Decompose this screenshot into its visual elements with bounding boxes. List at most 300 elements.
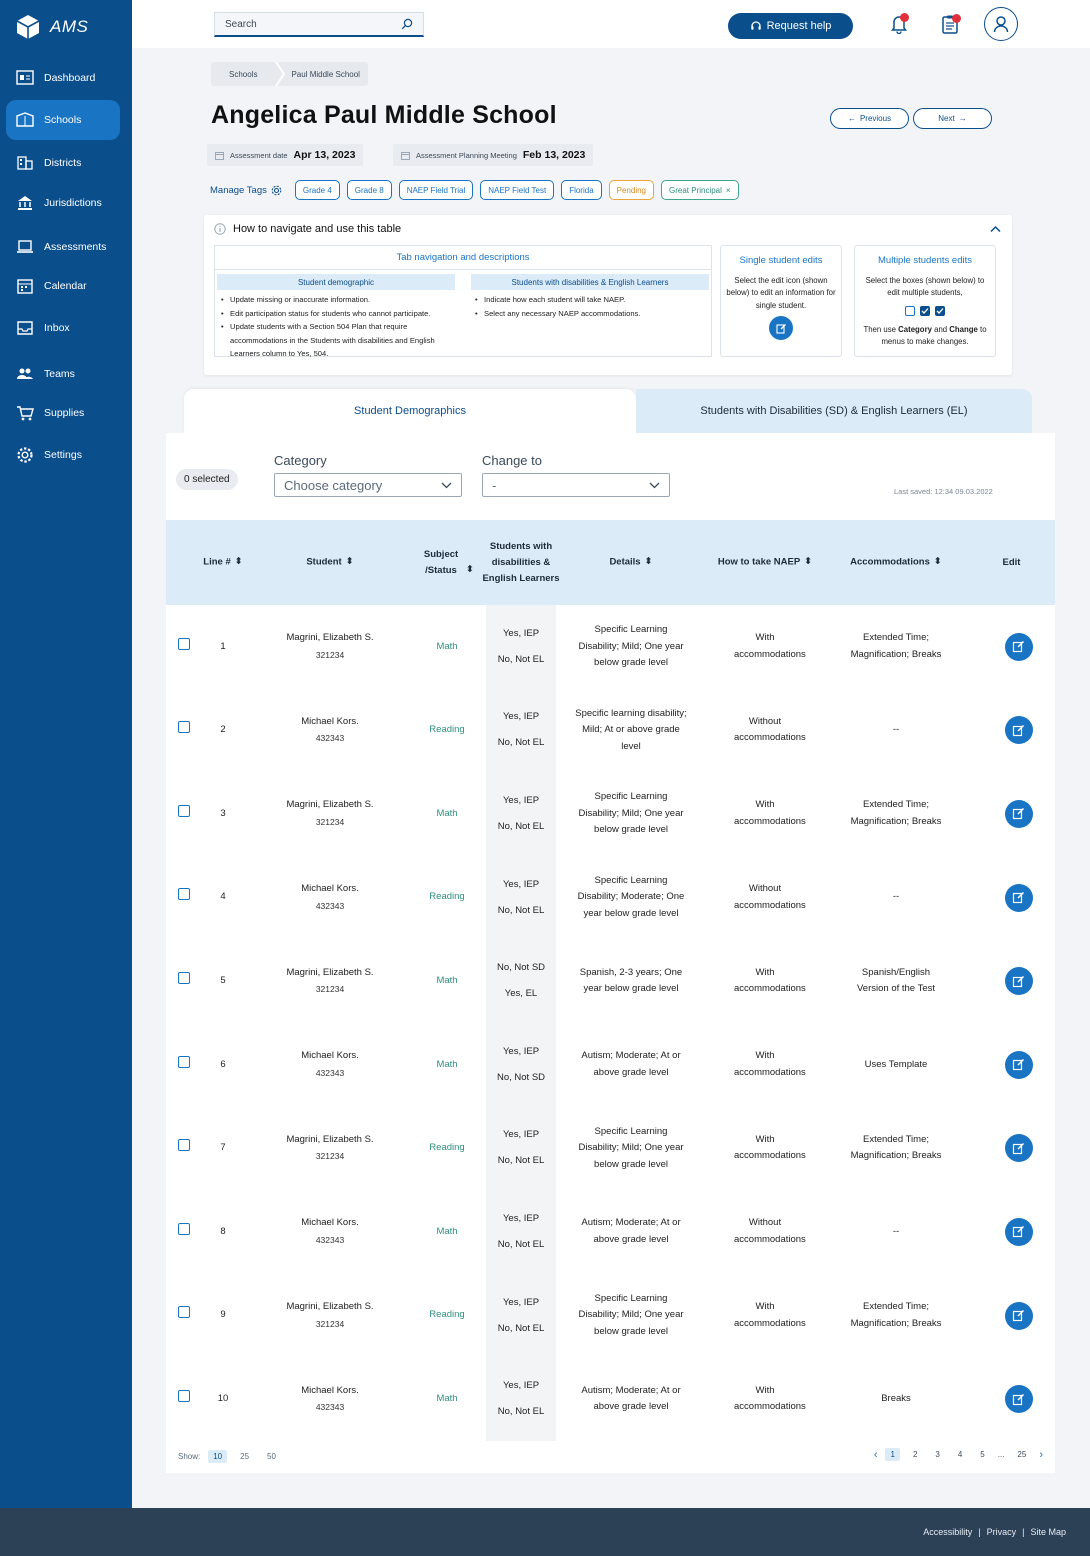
change-to-label: Change to: [482, 453, 542, 468]
sd-status: Yes, IEP: [502, 794, 540, 806]
row-checkbox[interactable]: [178, 721, 190, 733]
how-to-take-text: With accommodations: [734, 1133, 806, 1162]
edit-icon: [1012, 1393, 1025, 1406]
page-link[interactable]: 4: [957, 1450, 963, 1459]
page-ellipsis: ...: [997, 1450, 1005, 1459]
request-help-button[interactable]: [728, 13, 853, 39]
edit-row-button[interactable]: [1005, 1134, 1033, 1162]
chevron-up-icon[interactable]: [990, 225, 1001, 233]
help-col-sd-el: [471, 274, 709, 320]
checkbox-checked-icon: [935, 306, 945, 316]
page-link[interactable]: 5: [980, 1450, 985, 1459]
help-item: • Update missing or inaccurate information.: [221, 293, 455, 307]
footer-sitemap-link[interactable]: Site Map: [1030, 1527, 1066, 1537]
table-panel: [166, 433, 1055, 1473]
help-col-sd-el-title: Students with disabilities & English Learners: [471, 274, 709, 290]
previous-button[interactable]: [830, 108, 909, 129]
sidebar-item-schools[interactable]: [6, 100, 120, 140]
app-brand: AMS: [50, 17, 89, 36]
how-to-take-cell: [706, 605, 824, 689]
edit-cell: [968, 772, 1055, 856]
student-cell: [252, 1357, 408, 1441]
multi-edit-card: [854, 245, 996, 357]
checkbox-examples: [859, 306, 991, 316]
selected-count: 0 selected: [176, 469, 238, 490]
student-cell: [252, 856, 408, 940]
table-header-row: [166, 520, 1055, 605]
accommodations-text: --: [892, 891, 900, 903]
app-logo[interactable]: [16, 14, 88, 40]
row-checkbox[interactable]: [178, 1139, 190, 1151]
footer: [0, 1508, 1090, 1556]
sidebar-item-assessments[interactable]: [6, 227, 120, 267]
sidebar-item-label: Settings: [44, 449, 82, 461]
subject-status: Math: [436, 640, 458, 652]
edit-row-button[interactable]: [1005, 1051, 1033, 1079]
footer-separator: |: [1022, 1527, 1025, 1537]
edit-row-button[interactable]: [1005, 633, 1033, 661]
details-cell: [556, 1190, 706, 1274]
header-line[interactable]: Line # ⬍: [194, 520, 252, 605]
next-label: Next: [938, 114, 955, 123]
pagination: [874, 1448, 1043, 1461]
accommodations-text: Extended Time; Magnification; Breaks: [850, 1133, 942, 1162]
row-checkbox-cell: [166, 689, 194, 773]
row-checkbox[interactable]: [178, 805, 190, 817]
sidebar-item-jurisdictions[interactable]: [6, 183, 120, 223]
row-checkbox-cell: [166, 772, 194, 856]
sd-el-cell: [486, 939, 556, 1023]
line-number: 5: [220, 974, 226, 986]
header-student[interactable]: Student ⬍: [252, 520, 408, 605]
edit-icon: [1012, 640, 1025, 653]
sd-el-cell: [486, 1357, 556, 1441]
sd-el-cell: [486, 772, 556, 856]
tab-descriptions-heading: Tab navigation and descriptions: [215, 246, 711, 270]
details-text: Spanish, 2-3 years; One year below grade level: [579, 966, 683, 995]
sidebar-item-teams[interactable]: [6, 354, 120, 394]
tag-grade-8[interactable]: Grade 8: [347, 180, 392, 200]
cart-icon: [16, 404, 34, 422]
edit-cell: [968, 856, 1055, 940]
search-placeholder: Search: [225, 18, 257, 30]
help-item: • Edit participation status for students who cannot participate.: [221, 307, 455, 321]
row-checkbox-cell: [166, 856, 194, 940]
subject-status: Reading: [429, 1309, 465, 1321]
row-checkbox[interactable]: [178, 1306, 190, 1318]
sd-status: Yes, IEP: [502, 1212, 540, 1224]
table-row: [166, 939, 1055, 1023]
details-cell: [556, 1357, 706, 1441]
accommodations-cell: [824, 1357, 968, 1441]
calendar-small-icon: [215, 151, 224, 160]
tab-student-demographics[interactable]: Student Demographics: [184, 389, 636, 433]
how-to-take-cell: [706, 1107, 824, 1191]
page-link[interactable]: 3: [935, 1450, 940, 1459]
subject-status: Math: [436, 1058, 458, 1070]
students-table: [166, 520, 1055, 1441]
tag-florida[interactable]: Florida: [561, 180, 601, 200]
student-cell: [252, 689, 408, 773]
header-accommodations[interactable]: Accommodations ⬍: [824, 520, 968, 605]
student-name: Magrini, Elizabeth S.: [286, 799, 374, 811]
breadcrumb-separator: [275, 62, 285, 86]
student-cell: [252, 1274, 408, 1358]
table-row: [166, 772, 1055, 856]
sd-status: Yes, IEP: [502, 1129, 540, 1141]
tag-pending[interactable]: Pending: [609, 180, 654, 200]
sd-el-cell: [486, 856, 556, 940]
page-link[interactable]: 2: [912, 1450, 918, 1459]
sort-icon: ⬍: [234, 556, 243, 568]
planning-date-chip: [393, 144, 593, 166]
line-number: 10: [217, 1392, 229, 1404]
accommodations-text: Breaks: [881, 1392, 911, 1404]
edit-cell: [968, 1107, 1055, 1191]
sd-status: Yes, IEP: [502, 627, 540, 639]
how-to-take-text: Without accommodations: [734, 883, 806, 911]
multi-edit-title: Multiple students edits: [878, 255, 972, 266]
details-text: Specific Learning Disability; Mild; One year below grade level: [578, 1292, 684, 1337]
details-cell: [556, 939, 706, 1023]
line-number: 4: [220, 891, 226, 903]
help-col-demographic-title: Student demographic: [217, 274, 455, 290]
student-name: Michael Kors.: [301, 715, 359, 727]
single-edit-text: Select the edit icon (shown below) to edit an information for single student.: [726, 275, 836, 310]
header-subject[interactable]: Subject /Status ⬍: [408, 520, 486, 605]
sort-icon: ⬍: [933, 556, 942, 568]
accommodations-cell: [824, 1023, 968, 1107]
edit-icon: [769, 316, 793, 340]
header-sd-el[interactable]: Students with disabilities & English Learners: [482, 540, 560, 584]
table-row: [166, 856, 1055, 940]
details-text: Specific Learning Disability; Mild; One year below grade level: [578, 624, 684, 669]
sidebar-item-label: Assessments: [44, 241, 107, 253]
edit-cell: [968, 689, 1055, 773]
details-cell: [556, 856, 706, 940]
sidebar-item-label: Supplies: [44, 407, 85, 419]
table-row: [166, 1107, 1055, 1191]
row-checkbox-cell: [166, 1190, 194, 1274]
edit-row-button[interactable]: [1005, 800, 1033, 828]
row-checkbox-cell: [166, 939, 194, 1023]
single-edit-title: Single student edits: [739, 255, 823, 266]
accommodations-text: --: [892, 1225, 900, 1237]
row-checkbox-cell: [166, 1107, 194, 1191]
planning-date-label: Assessment Planning Meeting: [416, 150, 517, 160]
accommodations-cell: [824, 605, 968, 689]
last-saved: Last saved: 12:34 09.03.2022: [894, 487, 993, 496]
chevron-down-icon: [649, 482, 660, 489]
accommodations-cell: [824, 772, 968, 856]
help-title-text: How to navigate and use this table: [233, 223, 402, 235]
el-status: No, Not SD: [496, 1071, 546, 1083]
user-avatar[interactable]: [984, 7, 1018, 41]
line-number: 8: [220, 1225, 226, 1237]
sort-icon: ⬍: [345, 556, 354, 568]
sd-status: Yes, IEP: [502, 1380, 540, 1392]
category-value: Choose category: [284, 477, 383, 493]
student-name: Michael Kors.: [301, 883, 359, 895]
edit-icon: [1012, 1142, 1025, 1155]
accommodations-cell: [824, 856, 968, 940]
footer-privacy-link[interactable]: Privacy: [986, 1527, 1017, 1537]
search-input[interactable]: [214, 12, 424, 37]
sidebar-item-label: Schools: [44, 114, 82, 126]
accommodations-cell: [824, 939, 968, 1023]
tasks-button[interactable]: [941, 14, 959, 39]
edit-icon: [1012, 1058, 1025, 1071]
details-text: Autism; Moderate; At or above grade level: [581, 1217, 681, 1245]
row-checkbox[interactable]: [178, 972, 190, 984]
jurisdictions-icon: [16, 194, 34, 212]
accommodations-text: Extended Time; Magnification; Breaks: [850, 799, 942, 827]
sidebar: [0, 0, 132, 1508]
edit-row-button[interactable]: [1005, 1218, 1033, 1246]
edit-cell: [968, 1357, 1055, 1441]
student-cell: [252, 1107, 408, 1191]
accommodations-text: Extended Time; Magnification; Breaks: [850, 1301, 942, 1329]
details-text: Specific Learning Disability; Mild; One year below grade level: [578, 1125, 684, 1170]
table-row: [166, 605, 1055, 689]
edit-icon: [1012, 1225, 1025, 1238]
row-checkbox-cell: [166, 605, 194, 689]
subject-status: Math: [436, 807, 458, 819]
header-how[interactable]: How to take NAEP ⬍: [706, 520, 824, 605]
category-label: Category: [274, 453, 327, 468]
el-status: No, Not EL: [497, 1322, 545, 1334]
sd-status: Yes, IEP: [502, 1296, 540, 1308]
notifications-button[interactable]: [890, 14, 908, 39]
sidebar-item-settings[interactable]: [6, 435, 120, 475]
el-status: No, Not EL: [497, 653, 545, 665]
row-checkbox[interactable]: [178, 888, 190, 900]
table-row: [166, 1274, 1055, 1358]
student-name: Magrini, Elizabeth S.: [286, 1301, 374, 1313]
edit-icon: [1012, 724, 1025, 737]
page-link[interactable]: 25: [1017, 1450, 1027, 1459]
details-cell: [556, 1107, 706, 1191]
table-tabs: [166, 389, 1055, 433]
student-id: 321234: [315, 816, 345, 827]
breadcrumb: [211, 62, 368, 86]
tab-descriptions-box: [214, 245, 712, 357]
change-to-select[interactable]: [482, 473, 670, 497]
single-edit-card: [720, 245, 842, 357]
subject-status: Math: [436, 1392, 458, 1404]
help-item: • Select any necessary NAEP accommodations.: [475, 307, 709, 321]
student-name: Magrini, Elizabeth S.: [286, 632, 374, 644]
row-checkbox[interactable]: [178, 1056, 190, 1068]
row-checkbox[interactable]: [178, 1390, 190, 1402]
how-to-take-text: With accommodations: [734, 966, 806, 995]
how-to-take-text: Without accommodations: [734, 1217, 806, 1245]
subject-status: Math: [436, 1225, 458, 1237]
checkbox-empty-icon: [905, 306, 915, 316]
student-id: 432343: [315, 733, 345, 744]
student-cell: [252, 772, 408, 856]
close-icon[interactable]: ×: [725, 185, 731, 195]
edit-row-button[interactable]: [1005, 716, 1033, 744]
details-text: Specific Learning Disability; Mild; One year below grade level: [578, 791, 684, 836]
dashboard-icon: [16, 69, 34, 87]
planning-date-value: Feb 13, 2023: [522, 149, 586, 161]
student-cell: [252, 605, 408, 689]
edit-icon: [1012, 1309, 1025, 1322]
help-panel: [204, 215, 1012, 375]
subject-status: Reading: [429, 724, 465, 736]
next-button[interactable]: [913, 108, 992, 129]
breadcrumb-schools[interactable]: Schools: [229, 69, 258, 79]
sidebar-item-label: Districts: [44, 157, 82, 169]
sd-status: Yes, IEP: [502, 878, 540, 890]
edit-cell: [968, 1190, 1055, 1274]
notification-dot: [900, 13, 909, 22]
line-number: 9: [220, 1309, 226, 1321]
details-text: Autism; Moderate; At or above grade level: [581, 1384, 681, 1413]
tab-sd-el[interactable]: Students with Disabilities (SD) & English Learners (EL): [636, 389, 1032, 433]
sidebar-item-label: Calendar: [44, 280, 87, 292]
edit-cell: [968, 605, 1055, 689]
student-id: 432343: [315, 1234, 345, 1245]
footer-accessibility-link[interactable]: Accessibility: [923, 1527, 973, 1537]
table-row: [166, 689, 1055, 773]
multi-edit-text: Select the boxes (shown below) to edit multiple students,: [865, 275, 985, 297]
arrow-right-icon: →: [958, 114, 967, 123]
next-page-icon[interactable]: ›: [1039, 1448, 1043, 1461]
search-icon: [401, 18, 413, 30]
student-id: 432343: [315, 900, 345, 911]
student-name: Magrini, Elizabeth S.: [286, 966, 374, 978]
how-to-take-cell: [706, 1357, 824, 1441]
line-number: 6: [220, 1058, 226, 1070]
page-link[interactable]: 1: [885, 1448, 899, 1461]
details-cell: [556, 772, 706, 856]
page-size-option[interactable]: 50: [267, 1452, 276, 1461]
sort-icon: ⬍: [804, 556, 813, 568]
footer-separator: |: [978, 1527, 981, 1537]
how-to-take-text: With accommodations: [734, 799, 806, 827]
tag-grade-4[interactable]: Grade 4: [295, 180, 340, 200]
header-details[interactable]: Details ⬍: [556, 520, 706, 605]
how-to-take-text: With accommodations: [734, 1301, 806, 1329]
el-status: Yes, EL: [504, 988, 538, 1000]
table-row: [166, 1190, 1055, 1274]
how-to-take-cell: [706, 1190, 824, 1274]
tag-great-principal[interactable]: [661, 180, 739, 200]
accommodations-text: Extended Time; Magnification; Breaks: [850, 632, 942, 660]
chevron-down-icon: [441, 482, 452, 489]
edit-row-button[interactable]: [1005, 1302, 1033, 1330]
line-number: 1: [220, 640, 226, 652]
student-id: 321234: [315, 1318, 345, 1329]
student-id: 432343: [315, 1402, 345, 1413]
how-to-take-text: With accommodations: [734, 1050, 806, 1078]
accommodations-cell: [824, 1190, 968, 1274]
table-row: [166, 1023, 1055, 1107]
help-item: • Indicate how each student will take NAEP.: [475, 293, 709, 307]
calendar-small-icon: [401, 151, 410, 160]
info-icon: [214, 223, 226, 235]
accommodations-cell: [824, 689, 968, 773]
student-name: Michael Kors.: [301, 1384, 359, 1396]
row-checkbox[interactable]: [178, 1223, 190, 1235]
student-id: 321234: [315, 984, 345, 995]
teams-icon: [16, 365, 34, 383]
accommodations-text: Spanish/English Version of the Test: [857, 966, 935, 995]
edit-row-button[interactable]: [1005, 884, 1033, 912]
change-to-value: -: [492, 477, 497, 493]
tag-naep-field-test[interactable]: NAEP Field Test: [480, 180, 554, 200]
details-cell: [556, 1023, 706, 1107]
sidebar-item-supplies[interactable]: [6, 393, 120, 433]
page-size-option[interactable]: 25: [240, 1452, 250, 1461]
line-number: 7: [220, 1142, 226, 1154]
multi-edit-text-2: Then use Category and Change to menus to make changes.: [863, 324, 987, 346]
sd-el-cell: [486, 1190, 556, 1274]
sidebar-item-dashboard[interactable]: [6, 58, 120, 98]
details-text: Specific Learning Disability; Moderate; One year below grade level: [577, 874, 685, 919]
how-to-take-cell: [706, 1274, 824, 1358]
help-item: • Update students with a Section 504 Plan that require accommodations in the Students with disabilities and English Learners column to Yes, 504.: [221, 320, 455, 361]
student-id: 321234: [315, 649, 345, 660]
page-size-option[interactable]: 10: [208, 1450, 227, 1463]
districts-icon: [16, 154, 34, 172]
student-id: 321234: [315, 1151, 345, 1162]
assessment-date-label: Assessment date: [230, 150, 288, 160]
sd-el-cell: [486, 1023, 556, 1107]
gear-icon: [16, 446, 34, 464]
how-to-take-cell: [706, 772, 824, 856]
el-status: No, Not EL: [497, 737, 545, 749]
prev-page-icon[interactable]: ‹: [873, 1448, 878, 1461]
el-status: No, Not EL: [497, 1238, 545, 1250]
row-checkbox-cell: [166, 1357, 194, 1441]
edit-row-button[interactable]: [1005, 1385, 1033, 1413]
sidebar-item-inbox[interactable]: [6, 308, 120, 348]
help-col-demographic: [217, 274, 455, 361]
manage-tags-button[interactable]: [210, 185, 282, 196]
sidebar-item-districts[interactable]: [6, 143, 120, 183]
subject-status: Math: [436, 974, 458, 986]
inbox-icon: [16, 319, 34, 337]
how-to-take-text: Without accommodations: [734, 715, 806, 744]
tag-naep-field-trial[interactable]: NAEP Field Trial: [399, 180, 474, 200]
how-to-take-cell: [706, 1023, 824, 1107]
el-status: No, Not EL: [497, 1155, 545, 1167]
details-text: Specific learning disability; Mild; At or above grade level: [575, 707, 687, 752]
tag-great-principal-label: Great Principal: [669, 185, 722, 195]
subject-status: Reading: [429, 1142, 465, 1154]
edit-row-button[interactable]: [1005, 967, 1033, 995]
student-id: 432343: [315, 1067, 345, 1078]
sidebar-item-calendar[interactable]: [6, 266, 120, 306]
accommodations-cell: [824, 1274, 968, 1358]
student-cell: [252, 1190, 408, 1274]
arrow-left-icon: ←: [847, 114, 856, 123]
how-to-take-cell: [706, 689, 824, 773]
category-select[interactable]: [274, 473, 462, 497]
breadcrumb-current: Paul Middle School: [291, 69, 360, 79]
row-checkbox-cell: [166, 1274, 194, 1358]
sd-el-cell: [486, 1274, 556, 1358]
sidebar-item-label: Dashboard: [44, 72, 96, 84]
sidebar-item-label: Teams: [44, 368, 75, 380]
row-checkbox[interactable]: [178, 638, 190, 650]
details-cell: [556, 1274, 706, 1358]
school-icon: [16, 111, 34, 129]
sort-icon: ⬍: [466, 563, 474, 575]
